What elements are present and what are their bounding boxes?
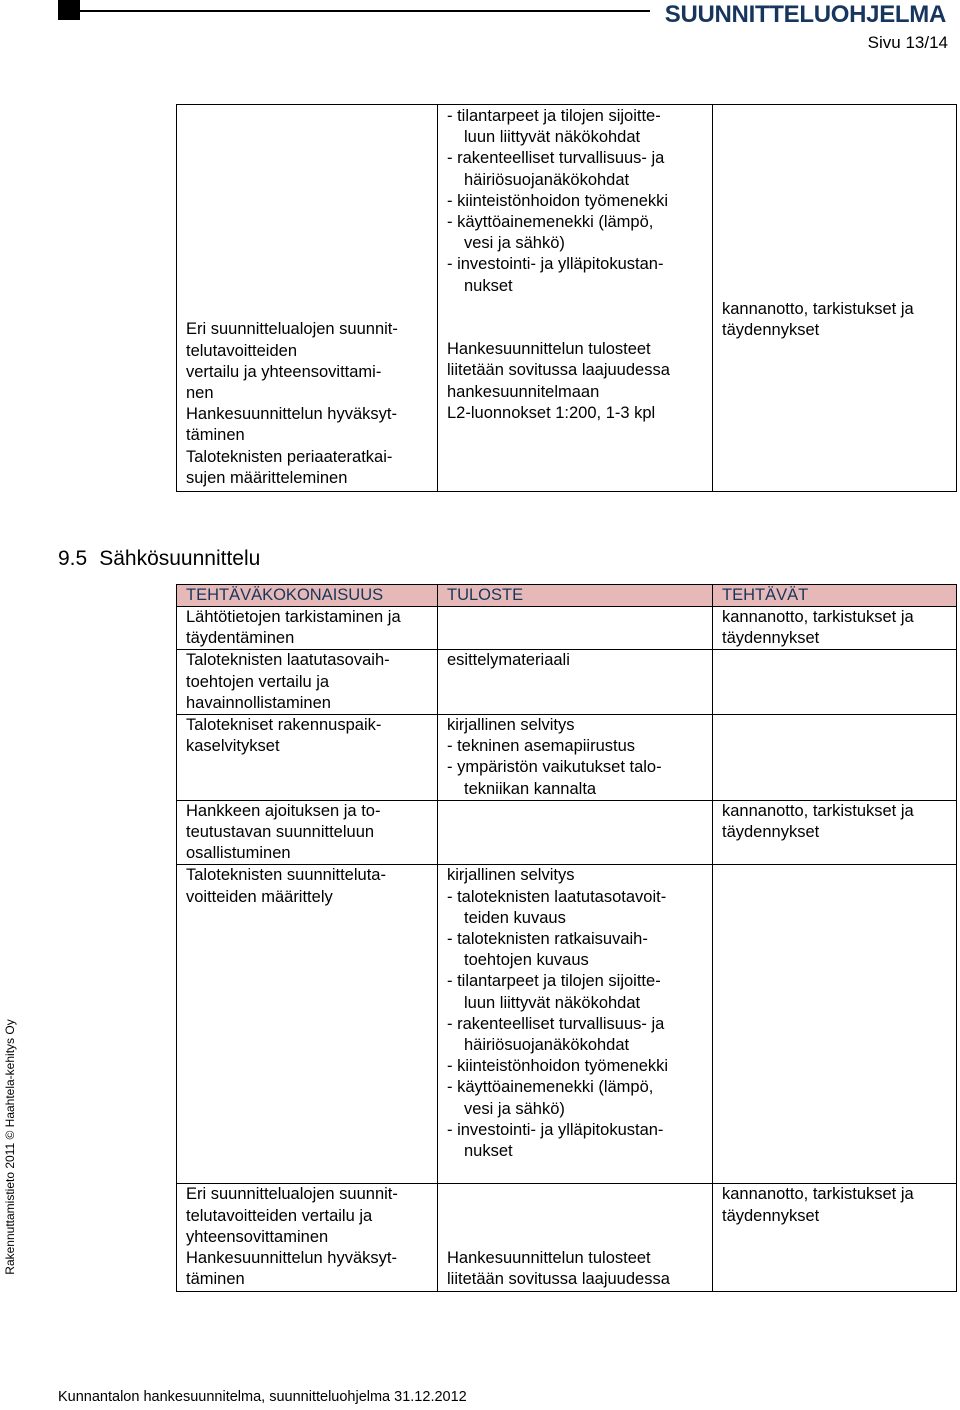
side-copyright: Rakennuttamistieto 2011 © Haahtela-kehitys Oy <box>3 1019 17 1275</box>
cell-line: nen <box>186 383 214 402</box>
cell-line: tekniikan kannalta <box>464 779 597 798</box>
task-cell <box>177 1184 438 1292</box>
page-footer: Kunnantalon hankesuunnitelma, suunnitteluohjelma 31.12.2012 <box>58 1389 467 1405</box>
cell-line: - rakenteelliset turvallisuus- ja <box>447 149 665 168</box>
cell-line: yhteensovittaminen <box>186 1227 329 1246</box>
cell-line: telutavoitteiden vertailu ja <box>186 1206 373 1225</box>
output-cell <box>438 607 713 650</box>
output-cell <box>438 800 713 865</box>
duties-cell <box>713 1184 957 1292</box>
cell-line: häiriösuojanäkökohdat <box>464 1036 630 1055</box>
cell-line: Hankesuunnittelun hyväksyt- <box>186 405 397 424</box>
table-row <box>177 865 957 1184</box>
cell-line: Hankesuunnittelun hyväksyt- <box>186 1249 397 1268</box>
cell-line: nukset <box>464 1142 513 1161</box>
cell-line: täydennykset <box>722 823 820 842</box>
cell-line: liitetään sovitussa laajuudessa <box>447 361 670 380</box>
main-table <box>176 584 957 1292</box>
cell-line: kannanotto, tarkistukset ja <box>722 1185 914 1204</box>
table-row <box>177 650 957 715</box>
duties-cell <box>713 105 957 492</box>
cell-line: luun liittyvät näkökohdat <box>464 993 641 1012</box>
cell-line: telutavoitteiden <box>186 341 297 360</box>
duties-cell <box>713 865 957 1184</box>
cell-line: luun liittyvät näkökohdat <box>464 128 641 147</box>
cell-line: - kiinteistönhoidon työmenekki <box>447 1057 669 1076</box>
cell-line: kannanotto, tarkistukset ja <box>722 300 914 318</box>
task-cell <box>177 650 438 715</box>
output-cell <box>438 105 713 492</box>
cell-line: L2-luonnokset 1:200, 1-3 kpl <box>447 403 656 422</box>
column-header: TULOSTE <box>438 585 713 607</box>
cell-line: - käyttöainemenekki (lämpö, <box>447 1078 654 1097</box>
cell-line: esittelymateriaali <box>447 651 570 670</box>
duties-cell <box>713 607 957 650</box>
cell-line: sujen määritteleminen <box>186 468 348 487</box>
cell-line: täydentäminen <box>186 629 295 648</box>
cell-line: - ympäristön vaikutukset talo- <box>447 758 662 777</box>
table-row <box>177 607 957 650</box>
cell-line: täminen <box>186 426 245 445</box>
output-cell <box>438 1184 713 1292</box>
cell-line: teiden kuvaus <box>464 908 566 927</box>
cell-line: hankesuunnitelmaan <box>447 382 600 401</box>
section-title: Sähkösuunnittelu <box>99 547 261 570</box>
cell-line: voitteiden määrittely <box>186 887 333 906</box>
cell-line: kaselvitykset <box>186 737 280 756</box>
cell-line: - rakenteelliset turvallisuus- ja <box>447 1014 665 1033</box>
duties-cell <box>713 800 957 865</box>
cell-line: kirjallinen selvitys <box>447 716 575 735</box>
section-number: 9.5 <box>58 547 88 570</box>
cell-line: Hankesuunnittelun tulosteet <box>447 340 651 359</box>
cell-line: Taloteknisten periaateratkai- <box>186 447 393 466</box>
cell-line: - tilantarpeet ja tilojen sijoitte- <box>447 972 661 991</box>
table-row <box>177 1184 957 1292</box>
cell-line: Taloteknisten laatutasovaih- <box>186 651 390 670</box>
cell-line: täminen <box>186 1270 245 1289</box>
output-cell <box>438 650 713 715</box>
cell-line: - taloteknisten ratkaisuvaih- <box>447 930 648 949</box>
cell-line: kannanotto, tarkistukset ja <box>722 801 914 820</box>
cell-line: täydennykset <box>722 321 820 340</box>
table-row <box>177 105 957 492</box>
cell-line: vesi ja sähkö) <box>464 1099 565 1118</box>
cell-line: Eri suunnittelualojen suunnit- <box>186 320 398 339</box>
cell-line: häiriösuojanäkökohdat <box>464 170 630 189</box>
task-cell <box>177 715 438 801</box>
cell-line: teutustavan suunnitteluun <box>186 823 375 842</box>
page-number: Sivu 13/14 <box>867 33 948 52</box>
cell-line: kirjallinen selvitys <box>447 866 575 885</box>
cell-line: täydennykset <box>722 1206 820 1225</box>
cell-line: havainnollistaminen <box>186 693 331 712</box>
cell-line: - taloteknisten laatutasotavoit- <box>447 887 667 906</box>
cell-line: osallistuminen <box>186 844 291 863</box>
cell-line: - investointi- ja ylläpitokustan- <box>447 255 664 274</box>
cell-line: Eri suunnittelualojen suunnit- <box>186 1185 398 1204</box>
cell-line: - investointi- ja ylläpitokustan- <box>447 1120 664 1139</box>
task-cell <box>177 105 438 492</box>
table-header-row <box>177 585 957 607</box>
cell-line: - tekninen asemapiirustus <box>447 737 636 756</box>
cell-line: toehtojen vertailu ja <box>186 672 330 691</box>
cell-line: vertailu ja yhteensovittami- <box>186 362 382 381</box>
output-cell <box>438 865 713 1184</box>
cell-line: Hankkeen ajoituksen ja to- <box>186 801 381 820</box>
cell-line: - kiinteistönhoidon työmenekki <box>447 191 669 210</box>
cell-line: toehtojen kuvaus <box>464 951 589 970</box>
top-table <box>176 104 957 492</box>
column-header: TEHTÄVÄKOKONAISUUS <box>177 585 438 607</box>
cell-line: vesi ja sähkö) <box>464 234 565 253</box>
cell-line: liitetään sovitussa laajuudessa <box>447 1270 670 1289</box>
column-header: TEHTÄVÄT <box>713 585 957 607</box>
table-row <box>177 800 957 865</box>
cell-line: Lähtötietojen tarkistaminen ja <box>186 608 401 626</box>
header-rule <box>80 10 650 12</box>
section-heading <box>58 547 260 571</box>
header-logo-block <box>58 0 80 20</box>
cell-line: - käyttöainemenekki (lämpö, <box>447 213 654 232</box>
duties-cell <box>713 650 957 715</box>
cell-line: Taloteknisten suunnitteluta- <box>186 866 386 885</box>
document-title: SUUNNITTELUOHJELMA <box>664 1 946 28</box>
task-cell <box>177 865 438 1184</box>
task-cell <box>177 607 438 650</box>
cell-line: nukset <box>464 276 513 295</box>
cell-line: Talotekniset rakennuspaik- <box>186 716 382 735</box>
cell-line: Hankesuunnittelun tulosteet <box>447 1249 651 1268</box>
task-cell <box>177 800 438 865</box>
cell-line: - tilantarpeet ja tilojen sijoitte- <box>447 107 661 125</box>
table-row <box>177 715 957 801</box>
cell-line: täydennykset <box>722 629 820 648</box>
output-cell <box>438 715 713 801</box>
cell-line: kannanotto, tarkistukset ja <box>722 608 914 626</box>
duties-cell <box>713 715 957 801</box>
